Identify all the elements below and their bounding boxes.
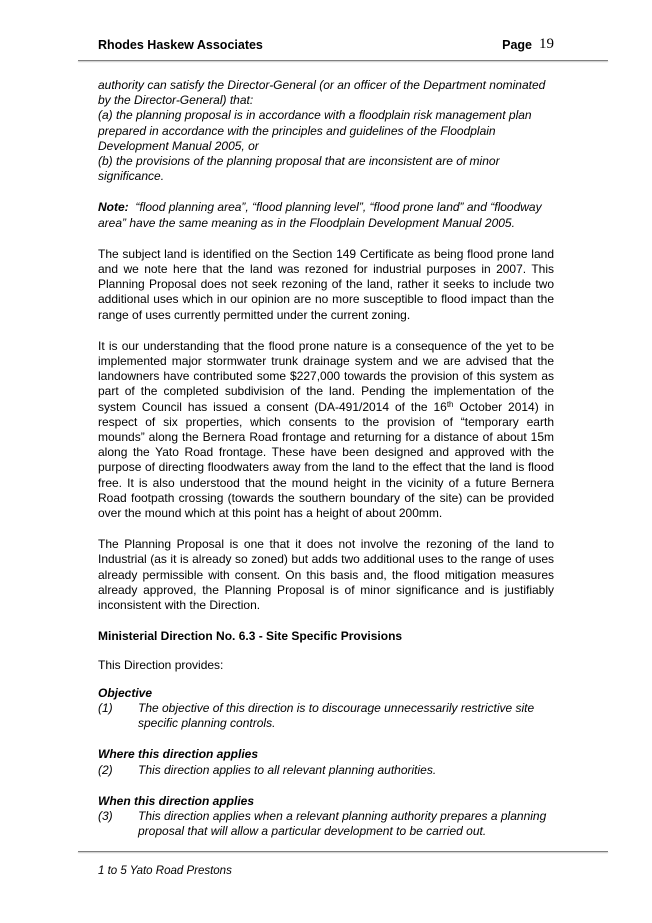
quote-line-a: (a) the planning proposal is in accordance with a floodplain risk management plan prepared in accordance with the principles and guidelines of the Floodplain Development Manual 2005, or — [98, 108, 532, 153]
note-text: “flood planning area”, “flood planning level”, “flood prone land” and “floodway area” have the same meaning as in the Floodplain Development Manual 2005. — [98, 200, 542, 230]
clause-number: (3) — [98, 808, 113, 823]
clause-text: The objective of this direction is to discourage unnecessarily restrictive site specific planning controls. — [138, 700, 535, 731]
footer-divider — [78, 851, 608, 852]
document-body — [98, 78, 554, 839]
paragraph-flood-prone: The subject land is identified on the Section 149 Certificate as being flood prone land and we note here that the land was rezoned for industrial purposes in 2007. This Planning Proposal does not seek rezoning of the land, rather it seeks to include two additional uses which in our opinion are no more susceptible to flood impact than the range of uses currently permitted under the current zoning. — [98, 246, 554, 322]
clause-text: This direction applies to all relevant planning authorities. — [138, 762, 437, 777]
page-footer: 1 to 5 Yato Road Prestons — [98, 865, 232, 877]
clause-number: (1) — [98, 700, 113, 715]
where-clause — [98, 763, 554, 778]
clause-text: This direction applies when a relevant planning authority prepares a planning proposal that will allow a particular development to be carried out. — [138, 808, 547, 839]
quote-line-b: (b) the provisions of the planning proposal that are inconsistent are of minor significance. — [98, 154, 500, 184]
ordinal-suffix: th — [446, 399, 454, 409]
objective-clause — [98, 701, 554, 731]
page-header — [98, 37, 554, 57]
where-heading: Where this direction applies — [98, 747, 259, 762]
paragraph-conclusion: The Planning Proposal is one that it does not involve the rezoning of the land to Industrial (as it is already so zoned) but adds two additional uses to the range of uses already permissible with consent. On this basis and, the flood mitigation measures already approved, the Planning Proposal is of minor significance and is justifiably inconsistent with the Direction. — [98, 537, 554, 613]
objective-heading: Objective — [98, 685, 153, 700]
page-label: Page — [502, 38, 532, 52]
note-paragraph — [98, 200, 554, 230]
company-name: Rhodes Haskew Associates — [98, 38, 263, 52]
page-number: 19 — [539, 36, 554, 52]
quote-line-intro: authority can satisfy the Director-General (or an officer of the Department nominated by the Director-General) that: — [98, 78, 546, 108]
section-heading: Ministerial Direction No. 6.3 - Site Specific Provisions — [98, 629, 403, 644]
paragraph-stormwater-part-b: October 2014) in respect of six properties, which consents to the provision of “temporary earth mounds” along the Bernera Road frontage and returning for a distance of about 15m along the Yato Road frontage. These have been designed and approved with the purpose of directing floodwaters away from the land to the effect that the land is flood free. It is also understood that the mound height in the vicinity of a future Bernera Road footpath crossing (towards the southern boundary of the site) can be provided over the mound which at this point has a height of about 200mm. — [98, 399, 554, 521]
direction-intro: This Direction provides: — [98, 657, 224, 672]
when-clause — [98, 809, 554, 839]
paragraph-stormwater — [98, 339, 554, 521]
note-label: Note: — [98, 200, 129, 215]
when-heading: When this direction applies — [98, 793, 255, 808]
header-divider — [78, 60, 608, 61]
clause-number: (2) — [98, 762, 113, 777]
paragraph-stormwater-part-a: It is our understanding that the flood prone nature is a consequence of the yet to be implemented major stormwater trunk drainage system and we are advised that the landowners have contributed some $227,000 towards the provision of this system as part of the completed subdivision of the land. Pending the implementation of the system Council has issued a consent (DA-491/2014 of the 16 — [98, 338, 554, 414]
